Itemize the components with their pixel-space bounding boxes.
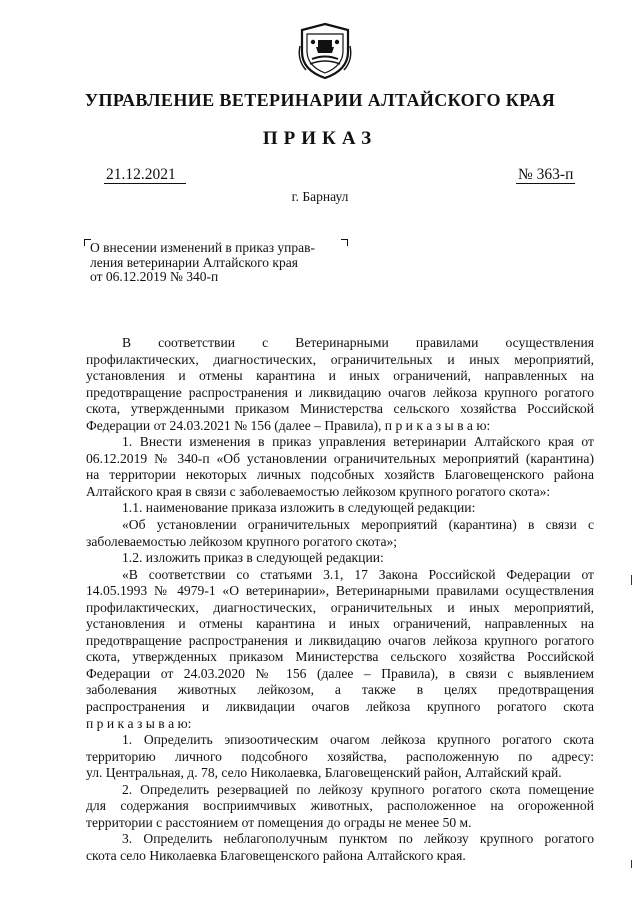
body-line: 1. Внести изменения в приказ управления ветеринарии Алтайского края от [122, 434, 594, 450]
body-line: Федерации от 24.03.2021 № 156 (далее – Правила), п р и к а з ы в а ю: [86, 417, 491, 433]
body-line: предотвращение распространения и ликвидацию очагов лейкоза крупного рогатого [86, 632, 594, 648]
body-line: 06.12.2019 № 340-п «Об установлении ограничительных мероприятий (карантина) [86, 450, 594, 466]
body-line: 1.1. наименование приказа изложить в следующей редакции: [122, 500, 476, 516]
document-number: № 363-п [518, 166, 574, 183]
body-line: 3. Определить неблагополучным пунктом по лейкозу крупного рогатого [122, 831, 594, 847]
body-line: В соответствии с Ветеринарными правилами осуществления [122, 335, 594, 350]
coat-of-arms-emblem [296, 22, 354, 80]
body-line: скота, утвержденными приказом Министерства сельского хозяйства Российской [86, 401, 594, 417]
body-line: заболевания животных лейкозом, а также в целях предотвращения [86, 682, 594, 698]
body-line: профилактических, диагностических, ограничительных и иных мероприятий, [86, 599, 594, 615]
body-line: на территории некоторых личных подсобных хозяйств Благовещенского района [86, 467, 594, 483]
body-line: Алтайского края в связи с заболеваемостью лейкозом крупного рогатого скота»: [86, 483, 551, 499]
body-line: 14.05.1993 № 4979-1 «О ветеринарии», Ветеринарными правилами осуществления [86, 583, 594, 599]
body-line: Федерации от 24.03.2020 № 156 (далее – Правила), в связи с выявлением [86, 665, 594, 681]
body-line: распространения и ликвидации очагов лейкоза крупного рогатого скота [86, 699, 594, 715]
body-line: профилактических, диагностических, ограничительных и иных мероприятий, [86, 351, 594, 367]
body-line: установления и отмены карантина и иных ограничений, направленных на [86, 368, 594, 384]
body-line: 1. Определить эпизоотическим очагом лейкоза крупного рогатого скота [122, 732, 594, 748]
body-line: «Об установлении ограничительных мероприятий (карантина) в связи с [122, 517, 594, 533]
body-line: 1.2. изложить приказ в следующей редакции: [122, 550, 384, 566]
body-line: территорию личного подсобного хозяйства, расположенную по адресу: [86, 748, 594, 764]
body-line: предотвращение распространения и ликвидацию очагов лейкоза крупного рогатого [86, 384, 594, 400]
scan-edge-mark [631, 575, 632, 585]
body-line: «В соответствии со статьями 3.1, 17 Закона Российской Федерации от [122, 566, 594, 582]
body-line: для содержания восприимчивых животных, расположенное на огороженной [86, 798, 594, 814]
document-body [86, 335, 594, 865]
organization-title: УПРАВЛЕНИЕ ВЕТЕРИНАРИИ АЛТАЙСКОГО КРАЯ [84, 90, 556, 110]
body-line: заболеваемостью лейкозом крупного рогатого скота»; [86, 533, 398, 549]
body-line: ул. Центральная, д. 78, село Николаевка, Благовещенский район, Алтайский край. [86, 765, 562, 781]
body-line: территории с расстоянием от помещения до ограды не менее 50 м. [86, 814, 472, 830]
body-line: скота село Николаевка Благовещенского района Алтайского края. [86, 847, 466, 863]
body-line: скота, утвержденных приказом Министерства сельского хозяйства Российской [86, 649, 594, 665]
document-type-heading: ПРИКАЗ [262, 128, 378, 149]
body-line: установления и отмены карантина и иных ограничений, направленных на [86, 616, 594, 632]
document-date: 21.12.2021 [104, 166, 186, 184]
body-line: 2. Определить резервацией по лейкозу крупного рогатого скота помещение [122, 781, 594, 797]
document-place: г. Барнаул [291, 189, 349, 204]
subject-line: ления ветеринарии Алтайского края [90, 254, 298, 270]
scan-edge-mark [631, 860, 632, 868]
body-line: п р и к а з ы в а ю: [86, 715, 192, 731]
document-subject [90, 241, 345, 285]
subject-line: О внесении изменений в приказ управ- [90, 240, 316, 255]
subject-line: от 06.12.2019 № 340-п [90, 269, 219, 284]
